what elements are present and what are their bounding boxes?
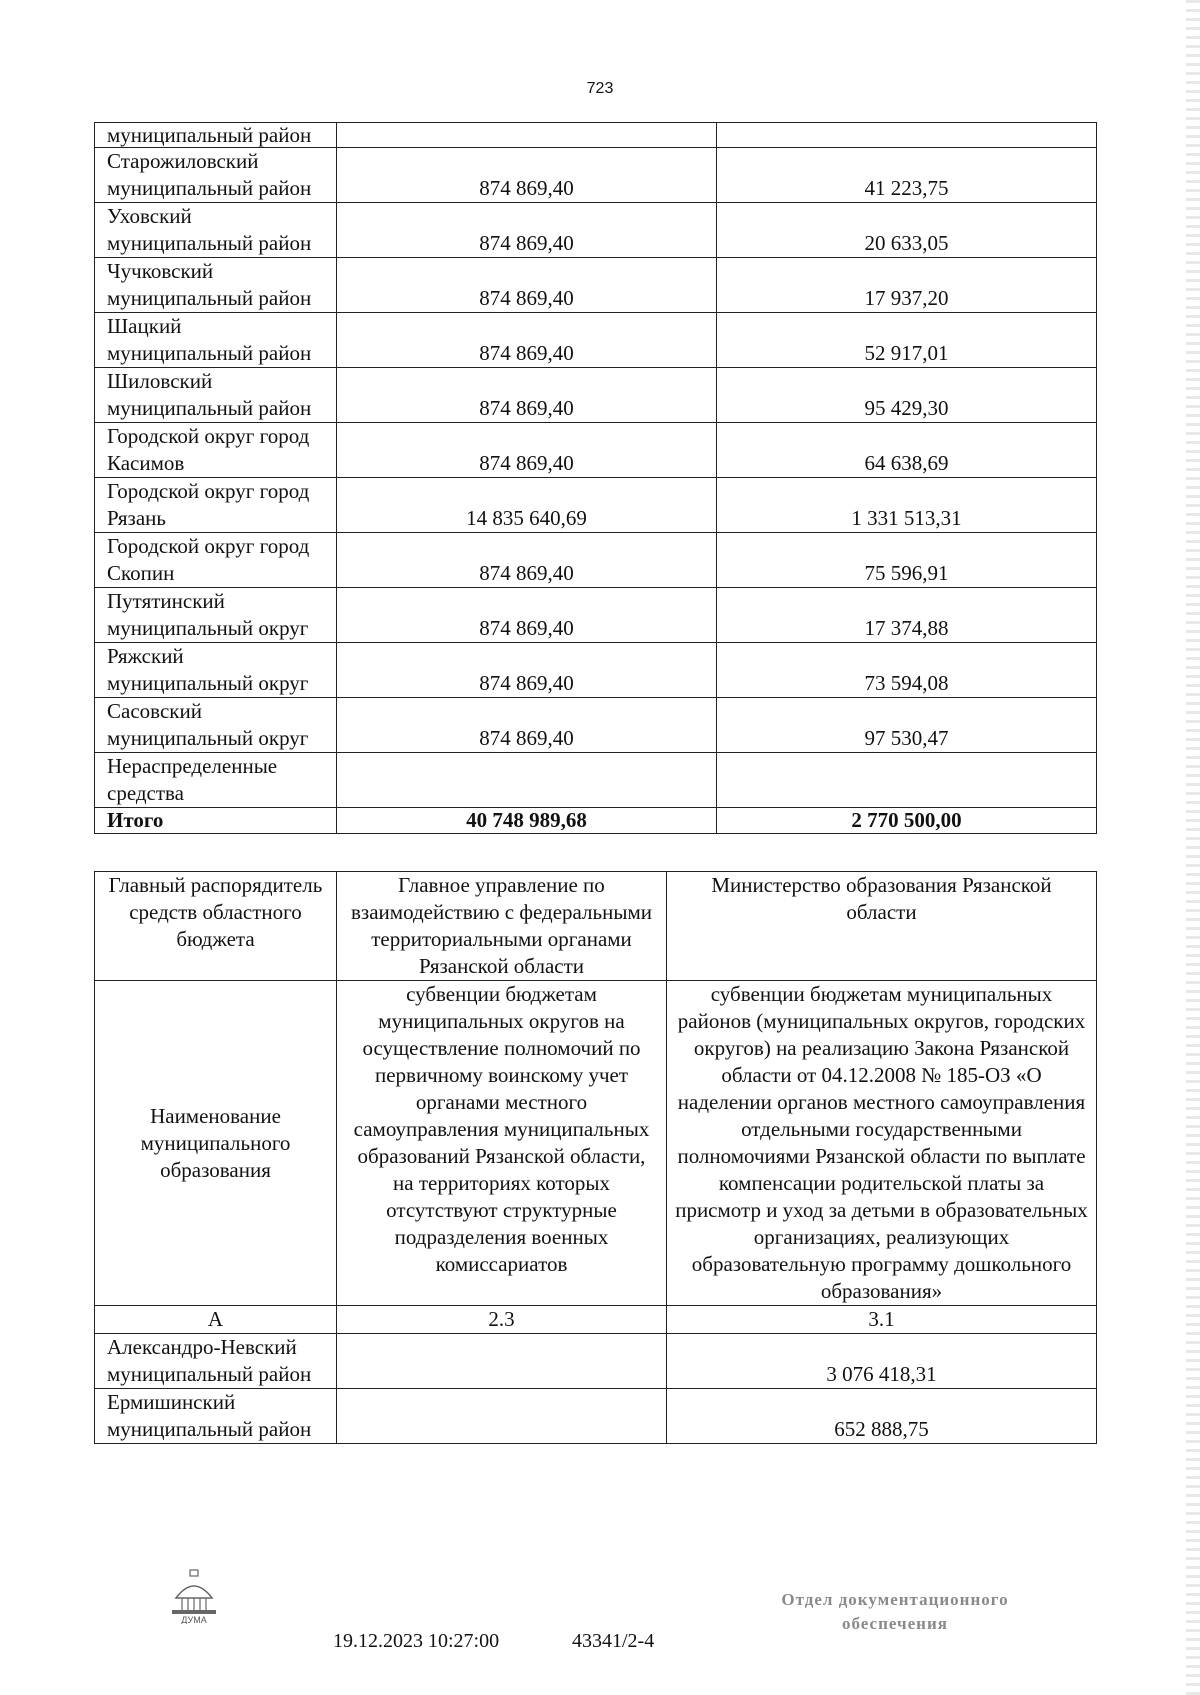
amount-col2: 75 596,91 xyxy=(717,533,1097,588)
municipality-name: Шиловский муниципальный район xyxy=(95,368,337,423)
amount-col2: 73 594,08 xyxy=(717,643,1097,698)
municipality-name: Александро-Невский муниципальный район xyxy=(95,1334,337,1389)
table-row xyxy=(95,533,1097,588)
municipality-name: Сасовский муниципальный округ xyxy=(95,698,337,753)
amount-col1: 14 835 640,69 xyxy=(337,478,717,533)
scan-edge xyxy=(1186,0,1200,1695)
amount-col2: 97 530,47 xyxy=(717,698,1097,753)
table-row xyxy=(95,313,1097,368)
subvention-table xyxy=(94,871,1097,1444)
purpose-col1: субвенции бюджетам муниципальных округов на осуществление полномочий по первичному воинскому учет органами местного самоуправления муниципальных образований Рязанской области, на территориях которых отсутствуют структурные подразделения военных комиссариатов xyxy=(337,981,667,1306)
amount-col1 xyxy=(337,123,717,148)
amount-col2: 1 331 513,31 xyxy=(717,478,1097,533)
amount-col1: 874 869,40 xyxy=(337,258,717,313)
municipality-name: Ряжский муниципальный округ xyxy=(95,643,337,698)
amount-col1: 874 869,40 xyxy=(337,313,717,368)
table-row xyxy=(95,478,1097,533)
page-number: 723 xyxy=(586,80,614,97)
table-row xyxy=(95,258,1097,313)
amount-col2 xyxy=(717,123,1097,148)
municipality-name: Итого xyxy=(95,808,337,834)
table-row xyxy=(95,203,1097,258)
table-row xyxy=(95,1389,1097,1444)
table-row xyxy=(95,698,1097,753)
amount-col1: 874 869,40 xyxy=(337,588,717,643)
amount-col2: 17 374,88 xyxy=(717,588,1097,643)
amount-col2: 41 223,75 xyxy=(717,148,1097,203)
table-row xyxy=(95,148,1097,203)
duma-logo xyxy=(168,1568,220,1624)
purpose-label: Наименование муниципального образования xyxy=(95,981,337,1306)
amount-col1: 874 869,40 xyxy=(337,368,717,423)
amount-col1: 874 869,40 xyxy=(337,203,717,258)
amount-col1: 874 869,40 xyxy=(337,643,717,698)
table-row xyxy=(95,643,1097,698)
municipality-name: муниципальный район xyxy=(95,123,337,148)
code-col1: 2.3 xyxy=(337,1306,667,1334)
purpose-row xyxy=(95,981,1097,1306)
footer-date: 19.12.2023 10:27:00 xyxy=(333,1630,500,1652)
amount-col2: 52 917,01 xyxy=(717,313,1097,368)
amount-col1: 874 869,40 xyxy=(337,148,717,203)
allocation-table-continued xyxy=(94,122,1097,834)
code-col2: 3.1 xyxy=(667,1306,1097,1334)
municipality-name: Ермишинский муниципальный район xyxy=(95,1389,337,1444)
table-row xyxy=(95,1334,1097,1389)
table-row xyxy=(95,753,1097,808)
table-row xyxy=(95,588,1097,643)
header-label: Главный распорядитель средств областного бюджета xyxy=(95,872,337,981)
amount-col1 xyxy=(337,753,717,808)
amount-col2: 17 937,20 xyxy=(717,258,1097,313)
amount-col2: 20 633,05 xyxy=(717,203,1097,258)
header-col2: Министерство образования Рязанской области xyxy=(667,872,1097,981)
amount-col2 xyxy=(717,753,1097,808)
municipality-name: Шацкий муниципальный район xyxy=(95,313,337,368)
municipality-name: Путятинский муниципальный округ xyxy=(95,588,337,643)
amount-col2: 3 076 418,31 xyxy=(667,1334,1097,1389)
amount-col1: 874 869,40 xyxy=(337,698,717,753)
amount-col1: 874 869,40 xyxy=(337,533,717,588)
amount-col2: 2 770 500,00 xyxy=(717,808,1097,834)
amount-col1 xyxy=(337,1389,667,1444)
municipality-name: Уховский муниципальный район xyxy=(95,203,337,258)
logo-text: ДУМА xyxy=(181,1615,207,1624)
table-row xyxy=(95,123,1097,148)
code-label: А xyxy=(95,1306,337,1334)
codes-row xyxy=(95,1306,1097,1334)
municipality-name: Городской округ город Касимов xyxy=(95,423,337,478)
amount-col2: 652 888,75 xyxy=(667,1389,1097,1444)
amount-col1: 40 748 989,68 xyxy=(337,808,717,834)
municipality-name: Городской округ город Скопин xyxy=(95,533,337,588)
amount-col1: 874 869,40 xyxy=(337,423,717,478)
municipality-name: Чучковский муниципальный район xyxy=(95,258,337,313)
table-row xyxy=(95,368,1097,423)
amount-col1 xyxy=(337,1334,667,1389)
purpose-col2: субвенции бюджетам муниципальных районов (муниципальных округов, городских округов) на реализацию Закона Рязанской области от 04.12.2008 № 185-ОЗ «О наделении органов местного самоуправления отдельными государственными полномочиями Рязанской области по выплате компенсации родительской платы за присмотр и уход за детьми в образовательных организациях, реализующих образовательную программу дошкольного образования» xyxy=(667,981,1097,1306)
footer-code: 43341/2-4 xyxy=(572,1630,655,1652)
total-row xyxy=(95,808,1097,834)
municipality-name: Городской округ город Рязань xyxy=(95,478,337,533)
amount-col2: 95 429,30 xyxy=(717,368,1097,423)
municipality-name: Нераспределенные средства xyxy=(95,753,337,808)
header-row xyxy=(95,872,1097,981)
department-stamp: Отдел документационного обеспечения xyxy=(781,1590,1009,1633)
table-row xyxy=(95,423,1097,478)
header-col1: Главное управление по взаимодействию с федеральными территориальными органами Рязанской области xyxy=(337,872,667,981)
amount-col2: 64 638,69 xyxy=(717,423,1097,478)
municipality-name: Старожиловский муниципальный район xyxy=(95,148,337,203)
